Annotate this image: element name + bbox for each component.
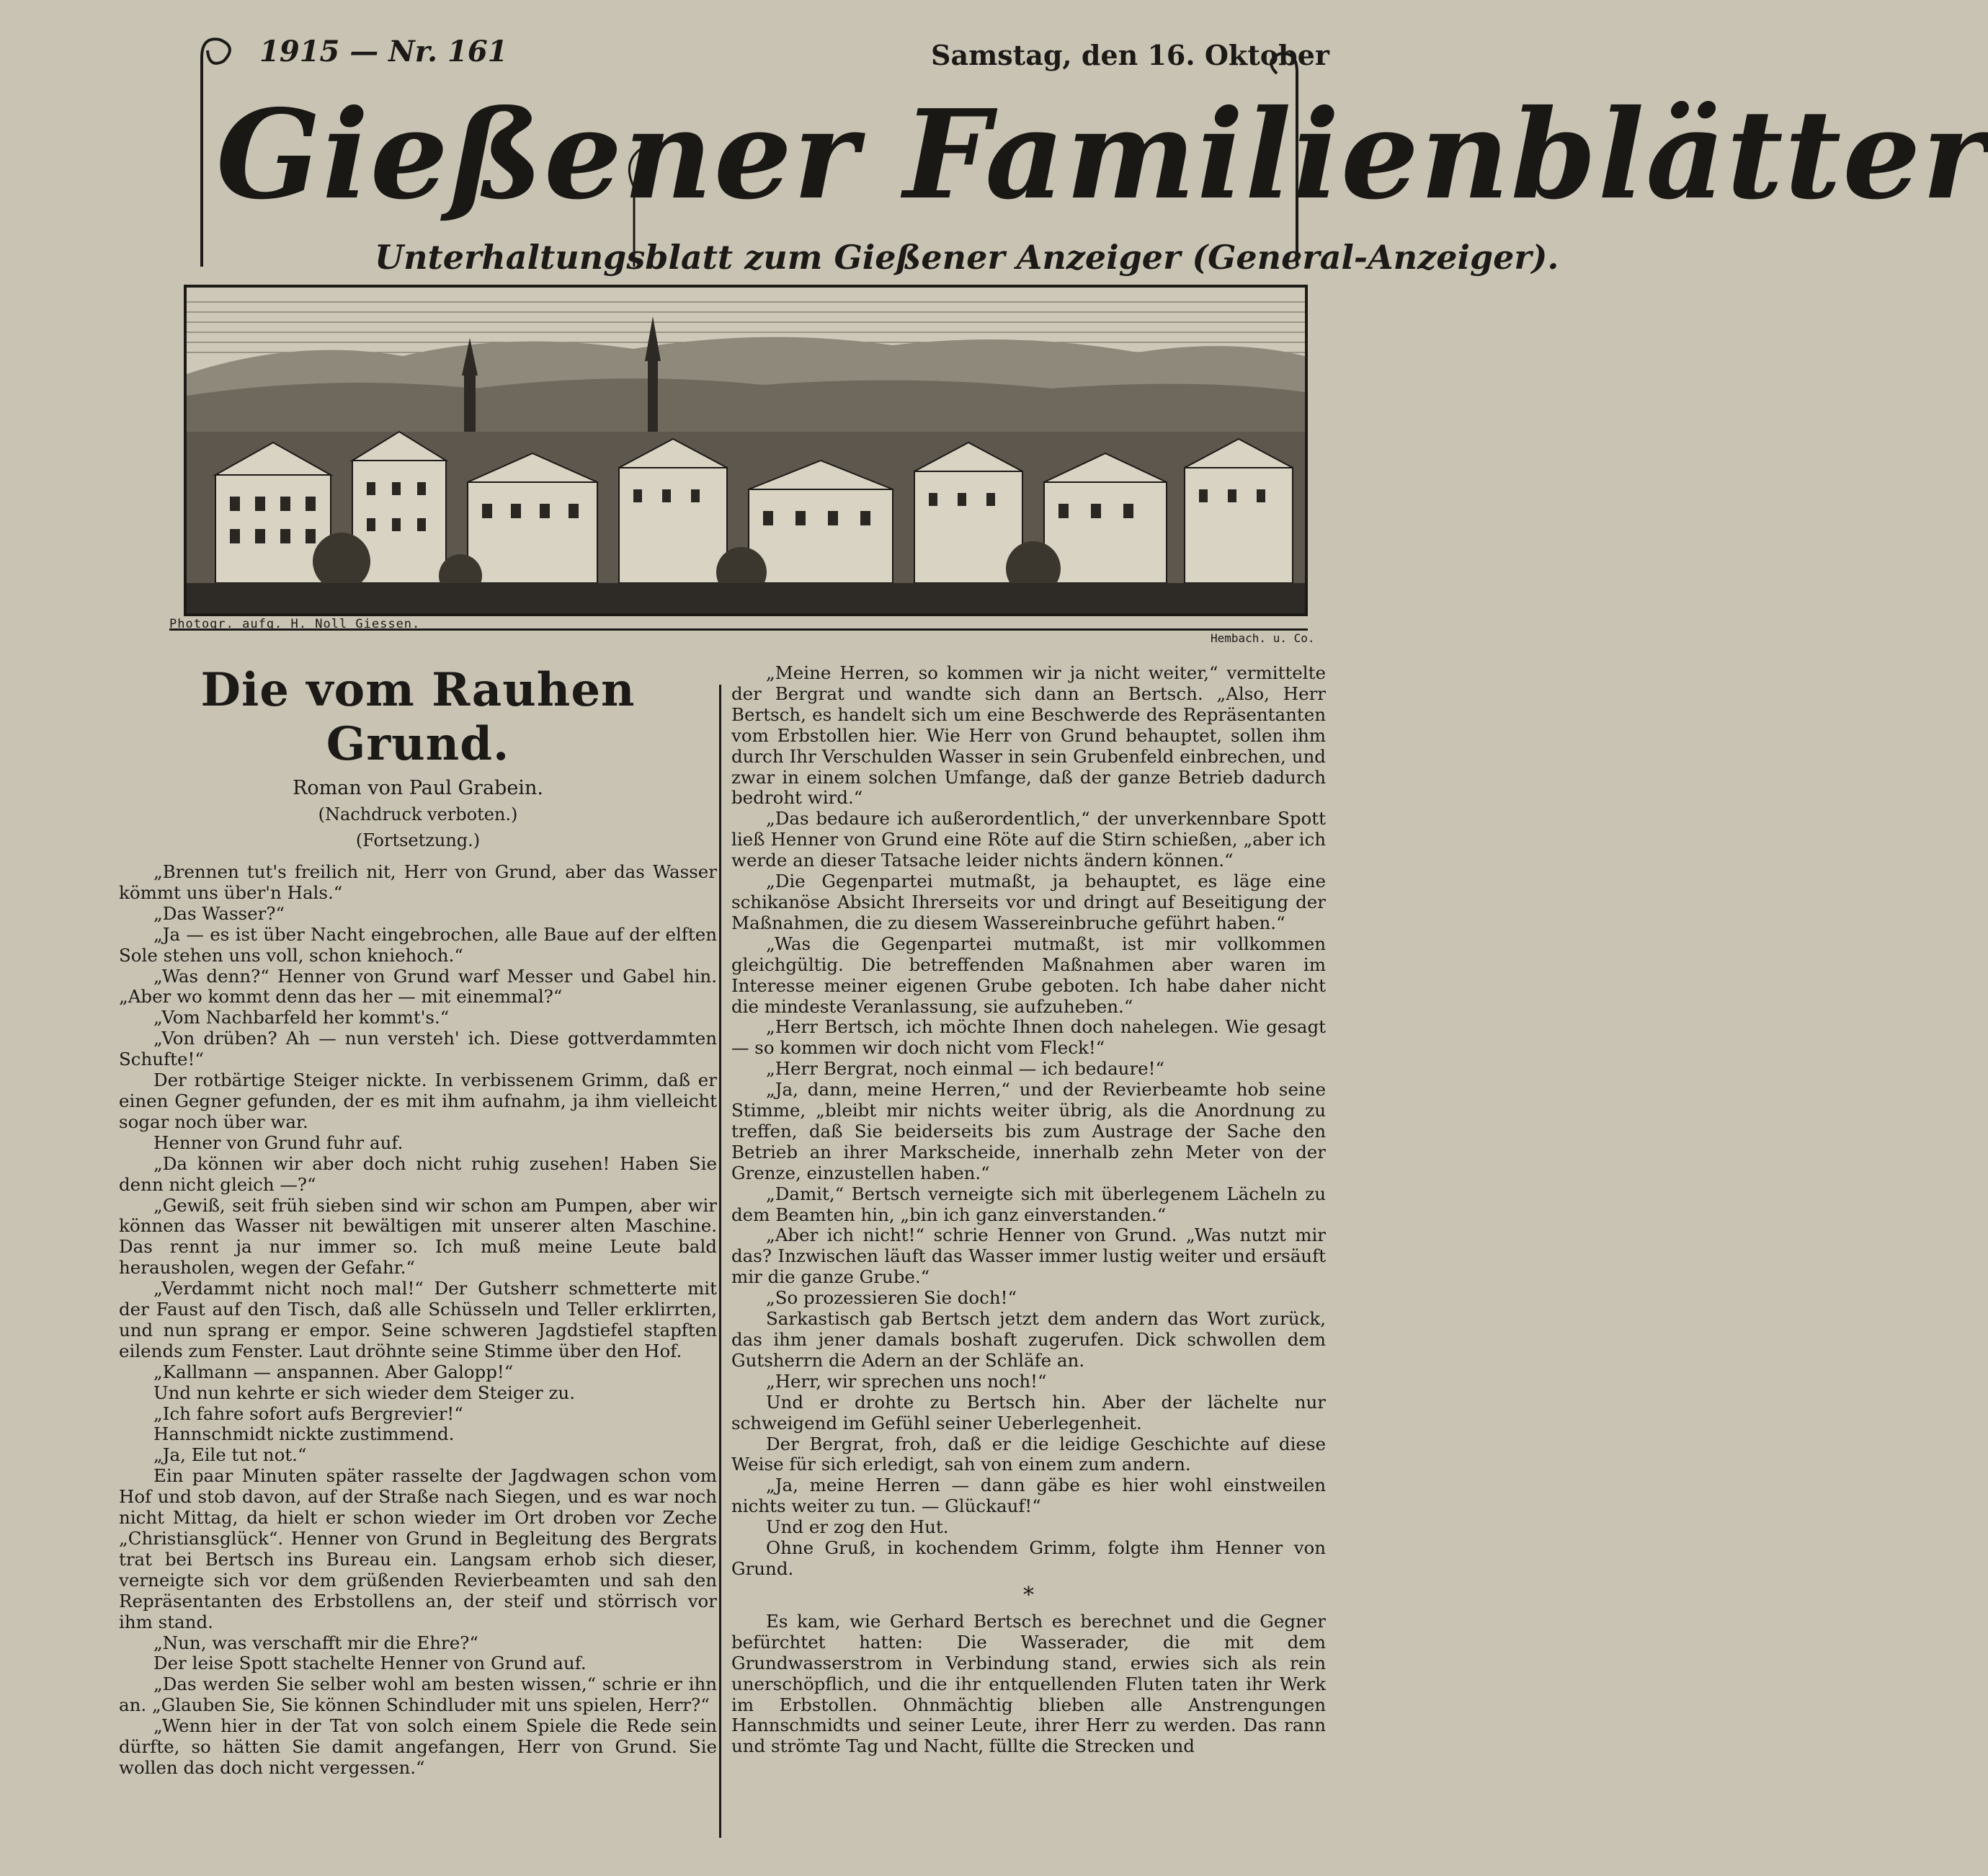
paragraph: Der Bergrat, froh, daß er die leidige Geschichte auf diese Weise für sich erledigt, sah von einem zum andern.: [731, 1433, 1326, 1475]
left-column: [119, 663, 717, 1779]
article-title: Die vom Rauhen Grund.: [200, 663, 636, 771]
paragraph: „Da können wir aber doch nicht ruhig zusehen! Haben Sie denn nicht gleich —?“: [119, 1152, 717, 1195]
paragraph: „Herr Bertsch, ich möchte Ihnen doch nahelegen. Wie gesagt — so kommen wir doch nicht vom Fleck!“: [731, 1016, 1326, 1059]
paragraph: „Gewiß, seit früh sieben sind wir schon am Pumpen, aber wir können das Wasser nit bewältigen mit unserer alten Maschine. Das rennt ja nur immer so. Ich muß meine Leute bald herausholen, wegen der Gefahr.“: [119, 1194, 717, 1279]
paragraph: „Meine Herren, so kommen wir ja nicht weiter,“ vermittelte der Bergrat und wandte sich dann an Bertsch. „Also, Herr Bertsch, es handelt sich um eine Beschwerde des Repräsentanten vom Erbstollen hier. Wie Herr von Grund behauptet, sollen ihm durch Ihr Verschulden Wasser in sein Grubenfeld einbrechen, und zwar in einem solchen Umfange, daß der ganze Betrieb dadurch bedroht wird.“: [731, 662, 1326, 809]
right-column-body: [731, 663, 1326, 1580]
right-column: [731, 663, 1326, 1757]
paragraph: Und er zog den Hut.: [766, 1516, 949, 1538]
paragraph: „Ja, meine Herren — dann gäbe es hier wohl einstweilen nichts weiter zu tun. — Glückauf!“: [731, 1475, 1326, 1517]
town-engraving: [184, 285, 1308, 616]
paragraph: „Wenn hier in der Tat von solch einem Spiele die Rede sein dürfte, so hätten Sie damit angefangen, Herr von Grund. Sie wollen das doch nicht vergessen.“: [119, 1715, 717, 1778]
paragraph: Ohne Gruß, in kochendem Grimm, folgte ihm Henner von Grund.: [731, 1537, 1326, 1579]
photo-credit: Photogr. aufg. H. Noll Giessen.: [169, 617, 421, 631]
paragraph: Der rotbärtige Steiger nickte. In verbissenem Grimm, daß er einen Gegner gefunden, der es mit ihm aufnahm, ja ihm vielleicht sogar noch über war.: [119, 1070, 717, 1132]
right-column-body-continued: [731, 1612, 1326, 1757]
paragraph: „So prozessieren Sie doch!“: [766, 1287, 1017, 1309]
paragraph: „Verdammt nicht noch mal!“ Der Gutsherr schmetterte mit der Faust auf den Tisch, daß alle Schüsseln und Teller erklirrten, und nun sprang er empor. Seine schweren Jagdstiefel stapften eilends zum Fenster. Laut dröhnte seine Stimme über den Hof.: [119, 1278, 717, 1361]
paragraph: Und nun kehrte er sich wieder dem Steiger zu.: [153, 1382, 575, 1403]
paragraph: „Das werden Sie selber wohl am besten wissen,“ schrie er ihn an. „Glauben Sie, Sie können Schindluder mit uns spielen, Herr?“: [119, 1673, 717, 1716]
article-byline: Roman von Paul Grabein.: [293, 777, 543, 799]
paragraph: „Von drüben? Ah — nun versteh' ich. Diese gottverdammten Schufte!“: [119, 1028, 717, 1070]
paragraph: „Was die Gegenpartei mutmaßt, ist mir vollkommen gleichgültig. Die betreffenden Maßnahmen aber waren im Interesse meiner eigenen Grube geboten. Ich habe daher nicht die mindeste Veranlassung, sie aufzuheben.“: [731, 933, 1326, 1017]
paragraph: „Ja, Eile tut not.“: [153, 1444, 307, 1466]
paragraph: Hannschmidt nickte zustimmend.: [153, 1423, 455, 1445]
left-column-body: [119, 862, 717, 1779]
paragraph: „Herr, wir sprechen uns noch!“: [766, 1370, 1047, 1392]
paragraph: „Herr Bergrat, noch einmal — ich bedaure!“: [766, 1058, 1165, 1080]
paragraph: Sarkastisch gab Bertsch jetzt dem andern das Wort zurück, das ihm jener damals boshaft zugerufen. Dick schwollen dem Gutsherrn die Adern an der Schläfe an.: [731, 1308, 1326, 1371]
paragraph: „Nun, was verschafft mir die Ehre?“: [153, 1632, 478, 1653]
column-divider: [719, 685, 721, 1838]
masthead-title: Gießener Familienblätter: [216, 83, 1988, 227]
masthead-subtitle: Unterhaltungsblatt zum Gießener Anzeiger (General-Anzeiger).: [375, 238, 1559, 277]
paragraph: „Ja, dann, meine Herren,“ und der Revierbeamte hob seine Stimme, „bleibt mir nichts weiter übrig, als die Anordnung zu treffen, daß Sie beiderseits bis zum Austrage der Sache den Betrieb an ihrer Markscheide, innerhalb zehn Meter von der Grenze, einzustellen haben.“: [731, 1079, 1326, 1183]
town-view-image: [187, 288, 1305, 613]
paragraph: Und er drohte zu Bertsch hin. Aber der lächelte nur schweigend im Gefühl seiner Ueberlegenheit.: [731, 1391, 1326, 1433]
paragraph: „Das bedaure ich außerordentlich,“ der unverkennbare Spott ließ Henner von Grund eine Röte auf die Stirn schießen, „aber ich werde an dieser Tatsache leider nichts ändern können.“: [731, 808, 1326, 871]
paragraph: „Was denn?“ Henner von Grund warf Messer und Gabel hin. „Aber wo kommt denn das her — mit einemmal?“: [119, 965, 717, 1008]
paragraph: Es kam, wie Gerhard Bertsch es berechnet und die Gegner befürchtet hatten: Die Wasserader, die mit dem Grundwasserstrom in Verbindung stand, erwies sich als rein unerschöpflich, und die ihr entquellenden Fluten taten ihr Werk im Erbstollen. Ohnmächtig blieben alle Anstrengungen Hannschmidts und seiner Leute, ihrer Herr zu werden. Das rann und strömte Tag und Nacht, füllte die Strecken und: [731, 1610, 1326, 1757]
paragraph: „Das Wasser?“: [153, 902, 285, 924]
reprint-notice: (Nachdruck verboten.): [318, 804, 518, 824]
paragraph: „Brennen tut's freilich nit, Herr von Grund, aber das Wasser kömmt uns über'n Hals.“: [119, 861, 717, 903]
engraver-signature: Hembach. u. Co.: [1211, 631, 1315, 645]
continuation-notice: (Fortsetzung.): [355, 830, 481, 850]
paragraph: Der leise Spott stachelte Henner von Grund auf.: [153, 1653, 587, 1674]
issue-number: 1915 — Nr. 161: [259, 35, 508, 68]
paragraph: „Aber ich nicht!“ schrie Henner von Grund. „Was nutzt mir das? Inzwischen läuft das Wasser immer lustig weiter und ersäuft mir die ganze Grube.“: [731, 1224, 1326, 1288]
paragraph: „Vom Nachbarfeld her kommt's.“: [153, 1007, 450, 1028]
paragraph: Ein paar Minuten später rasselte der Jagdwagen schon vom Hof und stob davon, auf der Straße nach Siegen, und es war noch nicht Mittag, da hielt er schon wieder im Ort droben vor Zeche „Christiansglück“. Henner von Grund in Begleitung des Bergrats trat bei Bertsch ins Bureau ein. Langsam erhob sich dieser, verneigte sich vor dem grüßenden Revierbeamten und sah den Repräsentanten des Erbstollens an, der steif und störrisch vor ihm stand.: [119, 1465, 717, 1632]
paragraph: „Ich fahre sofort aufs Bergrevier!“: [153, 1402, 463, 1424]
paragraph: „Die Gegenpartei mutmaßt, ja behauptet, es läge eine schikanöse Absicht Ihrerseits vor und dringt auf Beseitigung der Maßnahmen, die zu diesem Wassereinbruche geführt haben.“: [731, 871, 1326, 933]
section-separator: *: [1023, 1582, 1034, 1608]
paragraph: „Damit,“ Bertsch verneigte sich mit überlegenem Lächeln zu dem Beamten hin, „bin ich ganz einverstanden.“: [731, 1183, 1326, 1225]
paragraph: „Ja — es ist über Nacht eingebrochen, alle Baue auf der elften Sole stehen uns voll, schon kniehoch.“: [119, 923, 717, 966]
paragraph: „Kallmann — anspannen. Aber Galopp!“: [153, 1361, 514, 1382]
issue-date: Samstag, den 16. Oktober: [931, 39, 1329, 71]
paragraph: Henner von Grund fuhr auf.: [153, 1132, 404, 1153]
